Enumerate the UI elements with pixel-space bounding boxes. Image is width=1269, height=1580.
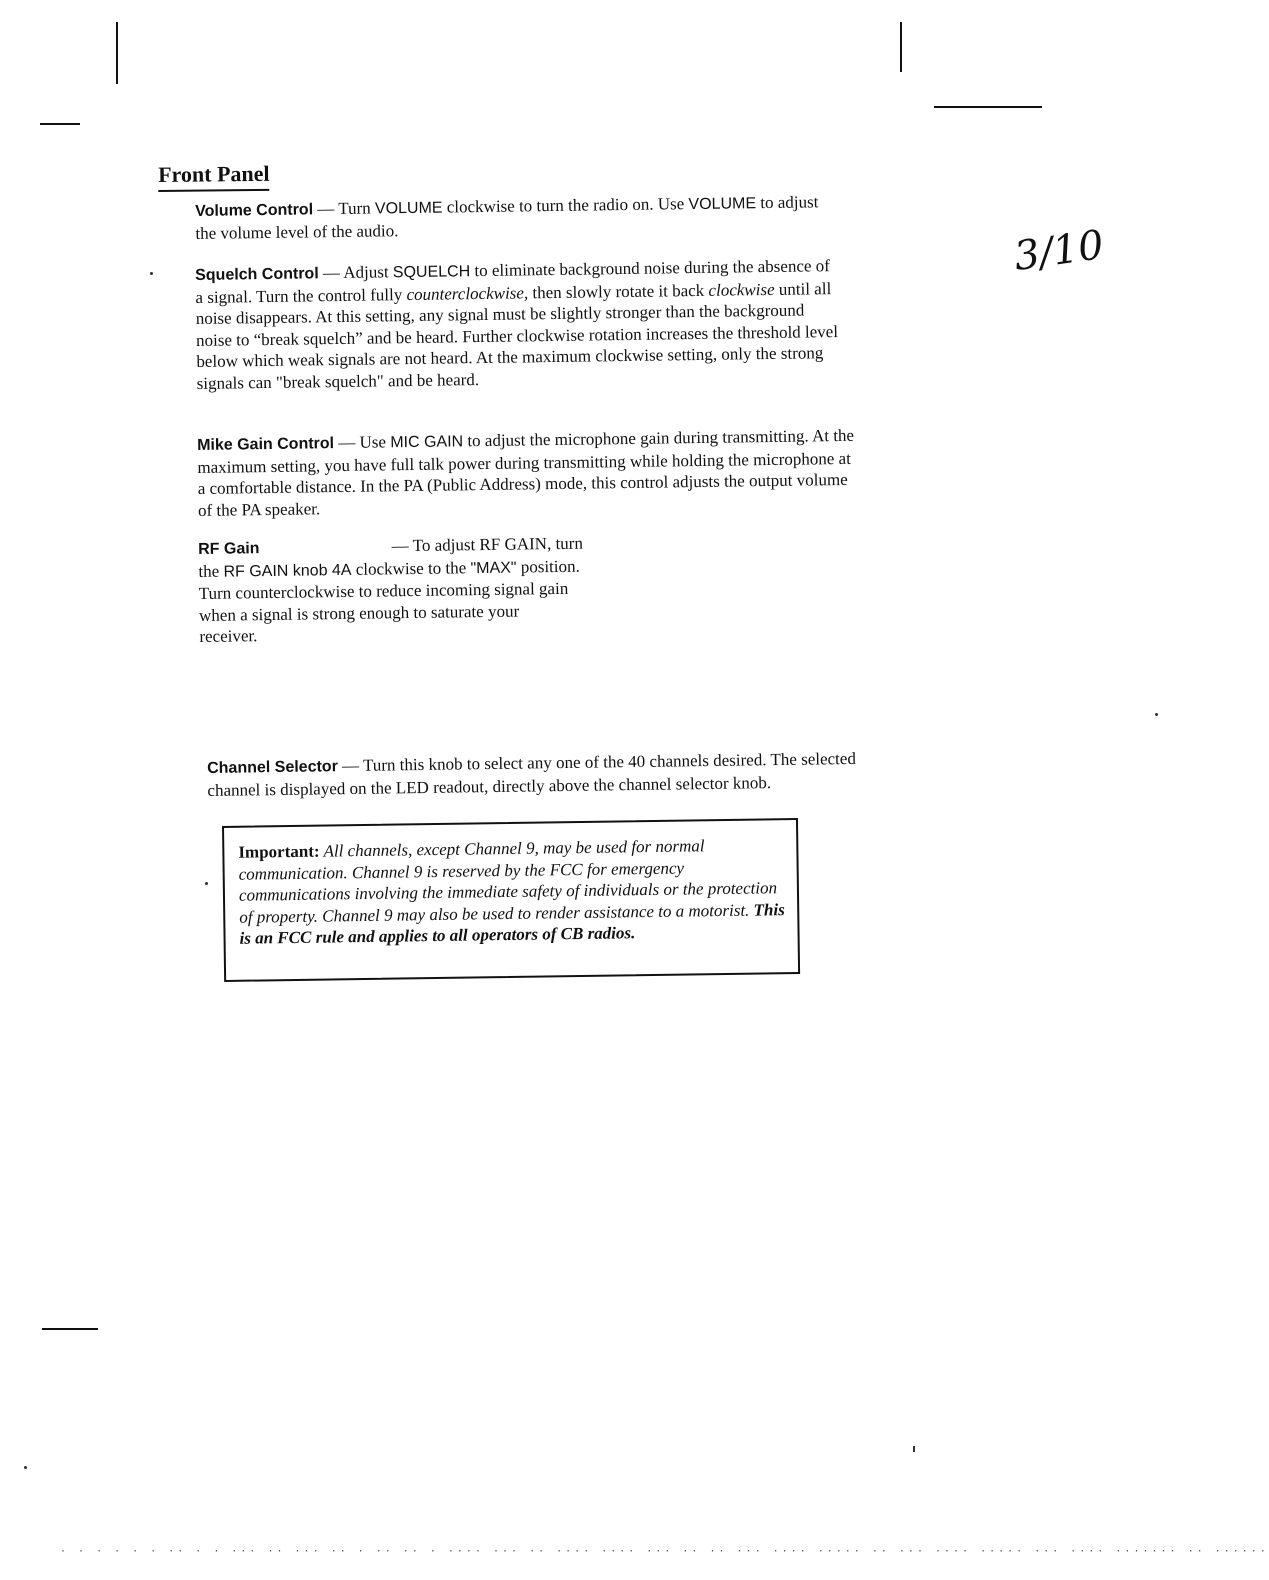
entry-separator: —	[337, 755, 364, 776]
rf-gain-entry	[198, 532, 639, 646]
scan-mark-left	[116, 22, 118, 84]
entry-term: Volume Control	[195, 201, 314, 220]
control-name: RF GAIN knob 4A	[223, 561, 352, 581]
scan-mark-bottom-left	[42, 1328, 98, 1330]
important-notice-box	[222, 818, 800, 982]
entry-text: to adjust the microphone gain during transmitting. At the maximum setting, you have full talk power during transmitting while holding the microphone at a comfortable distance. In the PA (Public Address) mode, this control adjusts the output volume of the PA speaker.	[197, 425, 855, 520]
channel-selector-entry	[207, 748, 858, 801]
entry-text: to eliminate background noise during the absence of a signal. Turn the control fully	[195, 256, 831, 307]
volume-control-entry	[195, 191, 836, 244]
entry-text: Adjust	[343, 262, 393, 282]
emphasis-text: counterclockwise,	[406, 282, 529, 304]
entry-text: clockwise to the	[351, 557, 471, 579]
entry-separator: —	[333, 432, 360, 453]
entry-text: the	[198, 561, 224, 581]
important-rule: This is an FCC rule and applies to all operators of CB radios.	[239, 899, 785, 948]
scan-mark-top-left	[40, 123, 80, 125]
scan-noise-strip: · · · · · · ·· · · ··· ·· ··· ·· · ·· ·· · ···· ··· ·· ···· ···· ··· ·· ·· ··· ···· ····· ·· ··· ···· ····· ··· ···· ······· ·· ······	[60, 1546, 1269, 1557]
entry-separator: —	[318, 262, 344, 283]
scan-speck	[150, 272, 153, 275]
control-name: VOLUME	[374, 199, 443, 218]
entry-text: To adjust RF GAIN, turn	[412, 533, 584, 556]
scan-speck	[1155, 713, 1158, 716]
control-name: MIC GAIN	[390, 433, 464, 452]
squelch-control-entry	[195, 255, 843, 394]
entry-term: Mike Gain Control	[197, 435, 335, 454]
control-name: VOLUME	[688, 195, 757, 214]
scan-mark-top-right	[934, 106, 1042, 108]
mike-gain-control-entry	[197, 425, 858, 521]
scan-speck	[24, 1466, 27, 1469]
control-name: "MAX"	[470, 559, 517, 577]
entry-text: Turn this knob to select any one of the 40 channels desired. The selected channel is displayed on the LED readout, directly above the channel selector knob.	[207, 748, 857, 800]
important-label: Important:	[238, 841, 320, 862]
section-title: Front Panel	[158, 161, 270, 192]
rf-gain-line: Turn counterclockwise to reduce incoming signal gain	[198, 578, 569, 603]
entry-separator: —	[312, 199, 339, 219]
emphasis-text: clockwise	[708, 279, 775, 300]
scan-speck	[205, 882, 208, 885]
entry-text: until all noise disappears. At this setting, any signal must be slightly stronger than the background noise to “break squelch” and be heard. Further clockwise rotation increases the threshold level below which weak signals are not heard. At the maximum clockwise setting, only the strong signals can "break squelch" and be heard.	[195, 278, 839, 393]
scan-speck	[913, 1446, 915, 1452]
entry-text: Use	[359, 432, 391, 452]
rf-gain-line: when a signal is strong enough to saturate your	[198, 601, 520, 625]
handwritten-note: 3/10	[1011, 221, 1107, 281]
entry-separator: —	[387, 536, 413, 556]
scan-mark-right	[900, 22, 902, 72]
entry-term: RF Gain	[198, 540, 260, 558]
control-name: SQUELCH	[392, 263, 471, 282]
entry-term: Squelch Control	[195, 265, 319, 284]
entry-text: then slowly rotate it back	[528, 280, 709, 302]
important-notice-text	[238, 834, 787, 949]
entry-text: clockwise to turn the radio on. Use	[442, 194, 689, 217]
entry-term: Channel Selector	[207, 758, 338, 777]
entry-text: position.	[516, 556, 580, 577]
rf-gain-line-cut: receiver.	[199, 626, 258, 646]
entry-text: to adjust the volume level of the audio.	[195, 192, 819, 243]
important-body: All channels, except Channel 9, may be used for normal communication. Channel 9 is reserved by the FCC for emergency communications involving the immediate safety of individuals or the protection of property. Channel 9 may also be used to render assistance to a motorist.	[238, 836, 778, 927]
entry-text: Turn	[338, 198, 376, 218]
